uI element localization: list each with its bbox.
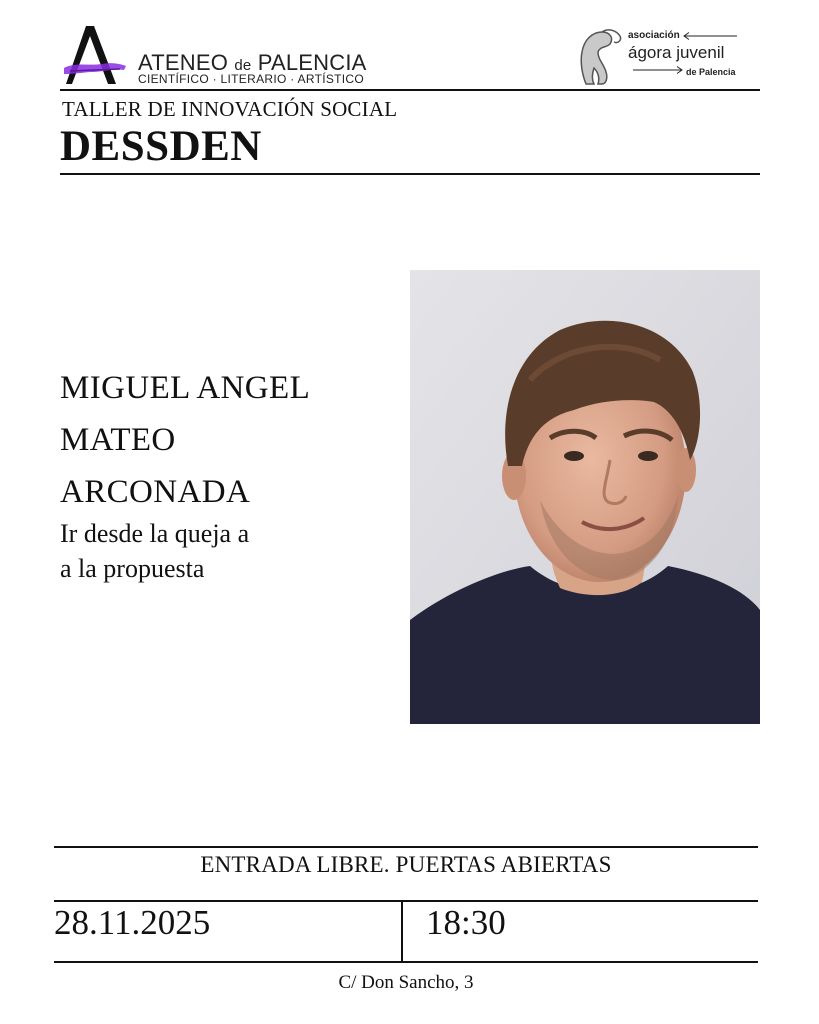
ateneo-name-main: ATENEO (138, 50, 229, 75)
header-top-rule (60, 89, 760, 91)
speaker-name (60, 362, 310, 518)
talk-title (60, 516, 249, 586)
event-time: 18:30 (426, 903, 506, 942)
event-date: 28.11.2025 (54, 903, 211, 942)
talk-title-line: Ir desde la queja a (60, 519, 250, 548)
agora-line3: de Palencia (686, 67, 736, 77)
arrow-left-icon (682, 32, 738, 40)
agora-line2: ágora juvenil (628, 43, 725, 62)
speaker-photo (410, 270, 760, 724)
header-bottom-rule (60, 173, 760, 175)
ateneo-logo (60, 24, 370, 88)
agora-line1: asociación (628, 30, 680, 41)
event-title: DESSDEN (60, 123, 262, 170)
ateneo-subtitle: CIENTÍFICO · LITERARIO · ARTÍSTICO (138, 72, 364, 86)
agora-logo (576, 26, 756, 88)
event-kicker: TALLER DE INNOVACIÓN SOCIAL (62, 97, 398, 121)
arrow-right-icon (632, 66, 684, 74)
ateneo-name-city: PALENCIA (257, 50, 367, 75)
agora-figure-icon (576, 26, 626, 88)
event-address: C/ Don Sancho, 3 (338, 972, 474, 993)
speaker-name-line: ARCONADA (60, 474, 251, 510)
date-time-divider (401, 902, 403, 962)
ateneo-a-logo-icon (60, 24, 130, 86)
entry-info: ENTRADA LIBRE. PUERTAS ABIERTAS (200, 852, 612, 877)
speaker-name-line: MIGUEL ANGEL (60, 370, 311, 406)
footer-rule-middle (54, 900, 758, 902)
speaker-name-line: MATEO (60, 422, 176, 458)
speaker-portrait-image (410, 270, 760, 724)
footer-rule-top (54, 846, 758, 848)
footer-rule-bottom (54, 961, 758, 963)
talk-title-line: a la propuesta (60, 554, 205, 583)
ateneo-name-de: de (234, 57, 252, 74)
